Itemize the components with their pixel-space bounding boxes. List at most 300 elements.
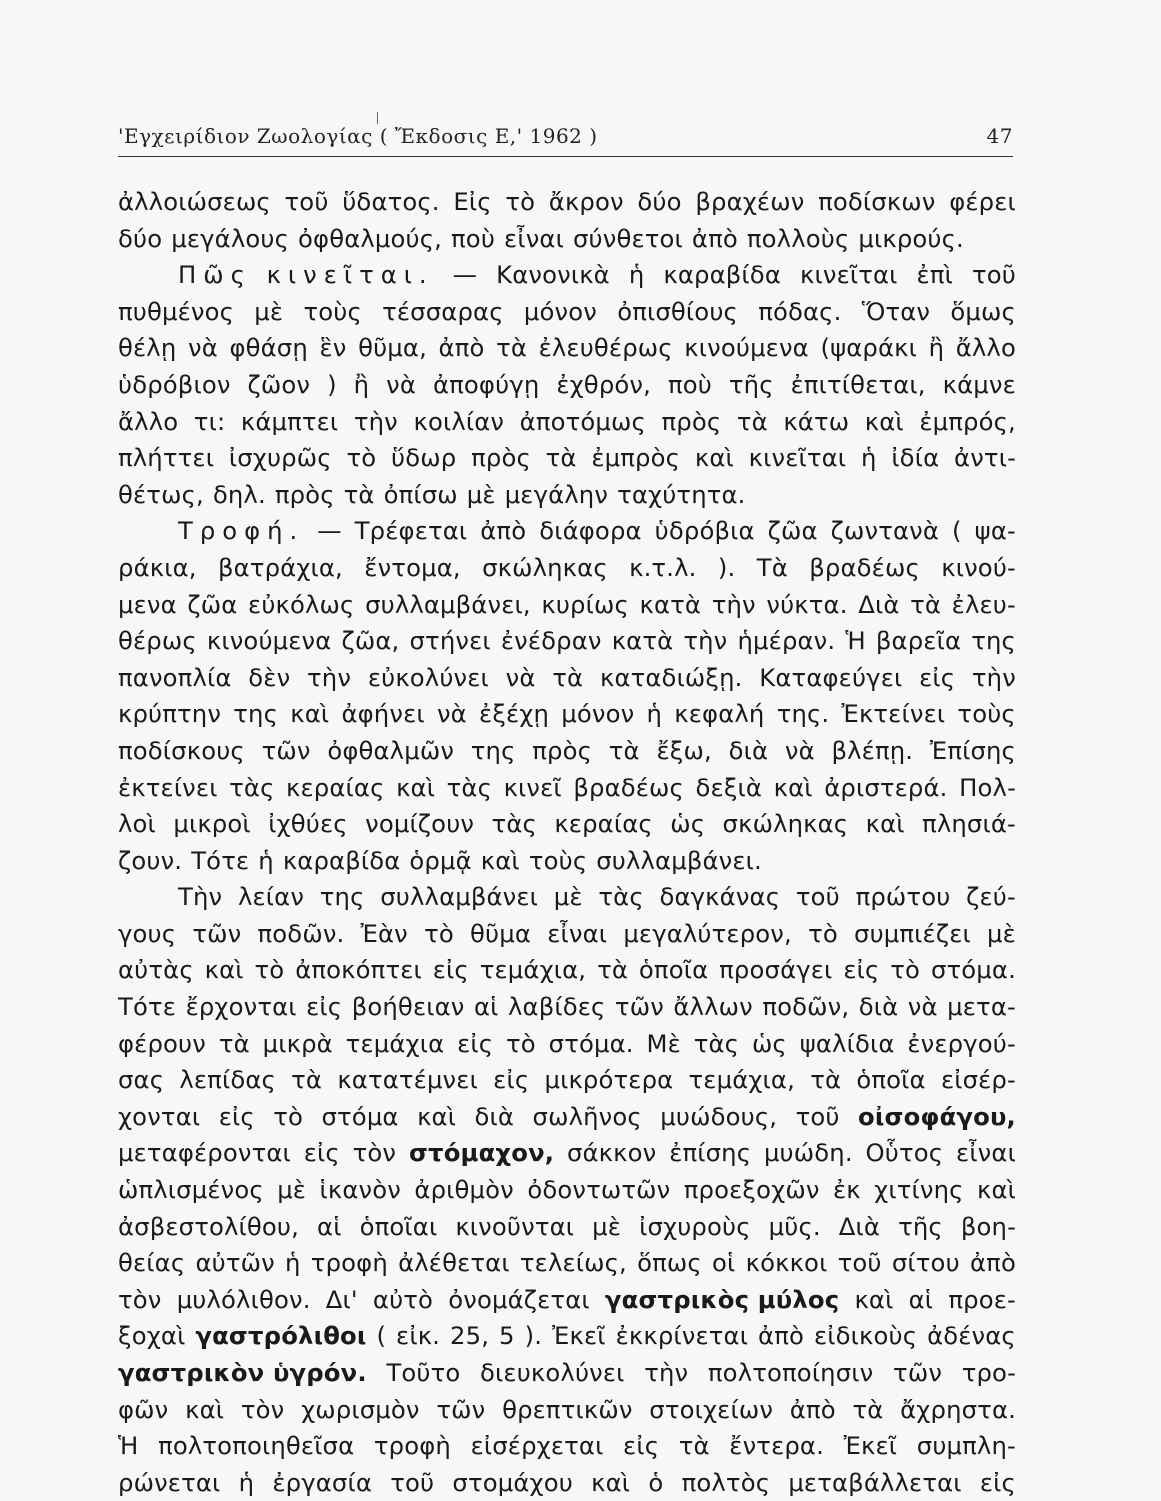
word: αὐτῶν bbox=[195, 1248, 275, 1278]
word: διάφορα bbox=[539, 516, 642, 546]
word: τοῦ bbox=[284, 187, 329, 216]
word: τὴν bbox=[307, 662, 352, 692]
word: κάτω bbox=[783, 406, 850, 436]
word: ψα- bbox=[974, 516, 1016, 546]
word: ποδῶν, bbox=[762, 992, 850, 1022]
word: βοη- bbox=[960, 1211, 1016, 1241]
word: βατράχια, bbox=[217, 552, 343, 582]
word: μὲ bbox=[553, 882, 583, 912]
word: ἐπὶ bbox=[916, 260, 953, 290]
word: σίτου bbox=[891, 1248, 960, 1278]
bold-term: γαστρικὸς μύλος bbox=[604, 1284, 840, 1314]
word: τῶν bbox=[261, 735, 311, 765]
word: κινοῦνται bbox=[455, 1211, 575, 1241]
word: εἰδικοὺς bbox=[813, 1321, 918, 1351]
word: κατὰ bbox=[639, 589, 702, 619]
word: μεταβάλλεται bbox=[788, 1467, 962, 1497]
word: τὸν bbox=[118, 1284, 162, 1314]
word: τὸν bbox=[352, 1138, 397, 1168]
word: μὲ bbox=[592, 1211, 622, 1241]
word: φῶν bbox=[118, 1394, 169, 1424]
word: τὸ bbox=[254, 955, 285, 985]
text-line bbox=[118, 989, 1016, 1026]
word: μόνον bbox=[561, 699, 635, 729]
word: ἀλλοιώσεως bbox=[118, 187, 271, 216]
word: μυώδη. bbox=[763, 1138, 853, 1168]
word: θέρως bbox=[118, 626, 197, 656]
text-line bbox=[118, 696, 1016, 733]
word: τὰς bbox=[446, 772, 492, 802]
word: εὐκόλως bbox=[248, 589, 355, 619]
word: ἀντι- bbox=[954, 443, 1016, 473]
word: τῶν bbox=[192, 918, 242, 948]
word: θέτως, bbox=[118, 479, 204, 509]
word: ζῶα bbox=[767, 516, 818, 546]
word: ἰσχυρῶς bbox=[228, 443, 332, 473]
word: καὶ bbox=[290, 699, 330, 729]
word: 5 bbox=[499, 1321, 515, 1351]
word: ). bbox=[717, 552, 736, 582]
word: τῆς bbox=[898, 1211, 943, 1241]
word: χωρισμὸν bbox=[301, 1394, 420, 1424]
section-heading: Τροφή. bbox=[178, 516, 305, 546]
word: ποδίσκους bbox=[118, 735, 245, 765]
word: στόμα bbox=[321, 1101, 399, 1131]
word: ἀφήνει bbox=[341, 699, 425, 729]
word: ἐμπρός, bbox=[919, 406, 1016, 436]
word: φέρουν bbox=[118, 1028, 206, 1058]
word: ζουν. bbox=[118, 845, 183, 875]
word: ὀφθαλμῶν bbox=[327, 735, 455, 765]
word: εἰς bbox=[493, 1065, 530, 1095]
word: καταδιώξῃ. bbox=[599, 662, 743, 692]
word: ἡ bbox=[258, 845, 274, 875]
word: πανοπλία bbox=[118, 662, 232, 692]
word: οἱ bbox=[712, 1248, 736, 1278]
word: ἀριθμὸν bbox=[414, 1175, 514, 1205]
word: μὲ bbox=[987, 918, 1016, 948]
word: Τὴν bbox=[178, 882, 223, 912]
word: ἐκκρίνεται bbox=[615, 1321, 749, 1351]
word: ὡς bbox=[670, 809, 706, 839]
word: πολτὸς bbox=[681, 1467, 771, 1497]
text-line bbox=[118, 916, 1016, 953]
word: κεφαλή bbox=[674, 699, 765, 729]
word: προε- bbox=[948, 1284, 1016, 1314]
word: ὀφθαλμούς, bbox=[298, 223, 443, 253]
word: ὑδρόβιον bbox=[118, 369, 231, 399]
word: μικρότερα bbox=[544, 1065, 674, 1095]
word: βραδέως bbox=[573, 772, 684, 802]
word: τὴν bbox=[711, 589, 756, 619]
word: εἰς bbox=[432, 955, 469, 985]
word: πρώτου bbox=[855, 882, 951, 912]
word: σωλῆνος bbox=[532, 1101, 642, 1131]
word: ποὺ bbox=[451, 223, 496, 253]
word: ) bbox=[327, 369, 337, 399]
word: κινούμενα bbox=[206, 626, 332, 656]
word: τὰ bbox=[736, 406, 768, 436]
word: ὡπλισμένος bbox=[118, 1175, 264, 1205]
word: της bbox=[470, 735, 516, 765]
word: ράκια, bbox=[118, 552, 197, 582]
word: τὰ bbox=[678, 1431, 710, 1461]
word: ἡ bbox=[646, 699, 663, 729]
word: καὶ bbox=[480, 845, 520, 875]
text-line bbox=[118, 1209, 1016, 1246]
word: φθάσῃ bbox=[229, 333, 308, 363]
word: κρύπτην bbox=[118, 699, 222, 729]
word: ζῶα bbox=[187, 589, 238, 619]
word: πρὸς bbox=[274, 479, 335, 509]
word: μὲ bbox=[254, 296, 284, 326]
word: τῶν bbox=[614, 992, 664, 1022]
word: ἐκτείνει bbox=[118, 772, 218, 802]
word: τεμάχια bbox=[345, 1028, 445, 1058]
word: Τότε bbox=[118, 992, 177, 1022]
word: ὀνομάζεται bbox=[448, 1284, 590, 1314]
word: μικρὰ bbox=[262, 1028, 333, 1058]
word: — bbox=[317, 516, 342, 546]
word: καὶ bbox=[864, 406, 904, 436]
word: ἐλευθέρως bbox=[538, 333, 673, 363]
word: ζῶον bbox=[247, 369, 311, 399]
word: ταχύτητα. bbox=[617, 479, 746, 509]
text-line bbox=[118, 1135, 1016, 1172]
word: ἔντερα. bbox=[729, 1431, 824, 1461]
word: ποδῶν. bbox=[257, 918, 345, 948]
word: λείαν bbox=[237, 882, 305, 912]
word: εἰς bbox=[919, 662, 956, 692]
word: τοῦ bbox=[795, 882, 840, 912]
word: πλήττει bbox=[118, 443, 215, 473]
word: κάμνε bbox=[942, 369, 1016, 399]
word: ἀπὸ bbox=[691, 223, 738, 253]
text-line bbox=[118, 550, 1016, 587]
word: συλλαμβάνει, bbox=[365, 589, 531, 619]
word: τοῦ bbox=[971, 260, 1016, 290]
word: εἶναι bbox=[547, 918, 608, 948]
word: αὐτὰς bbox=[118, 955, 194, 985]
word: κινεῖται bbox=[800, 260, 898, 290]
word: τὰ bbox=[910, 589, 942, 619]
word: καὶ bbox=[417, 1101, 457, 1131]
word: τελείως, bbox=[519, 1248, 627, 1278]
word: ἡ bbox=[285, 1248, 301, 1278]
word: τὰ bbox=[343, 479, 375, 509]
word: Μὲ bbox=[646, 1028, 681, 1058]
text-line bbox=[118, 257, 1016, 294]
word: Ἐκεῖ bbox=[843, 1431, 898, 1461]
word: Τὰ bbox=[756, 552, 788, 582]
text-line bbox=[118, 330, 1016, 367]
word: τοὺς bbox=[957, 699, 1016, 729]
word: ψαλίδια bbox=[799, 1028, 895, 1058]
word: τὸ bbox=[808, 918, 838, 948]
text-line bbox=[118, 294, 1016, 331]
word: τὰ bbox=[597, 955, 629, 985]
word: καὶ bbox=[591, 1467, 631, 1497]
word: διευκολύνει bbox=[480, 1358, 625, 1387]
word: μικρούς. bbox=[858, 223, 964, 253]
word: μενα bbox=[118, 589, 177, 619]
text-line bbox=[118, 770, 1016, 807]
word: γους bbox=[118, 918, 177, 948]
word: αἱ bbox=[317, 1211, 342, 1241]
word: τὸ bbox=[890, 955, 921, 985]
word: ἓν bbox=[319, 333, 347, 363]
word: ἐργασία bbox=[272, 1467, 372, 1497]
word: πολτοποίησιν bbox=[707, 1358, 874, 1387]
word: ἡ bbox=[860, 443, 877, 473]
word: πρὸς bbox=[661, 406, 722, 436]
word: συμπιέζει bbox=[854, 918, 971, 948]
word: κινεῖ bbox=[503, 772, 562, 802]
word: Διὰ bbox=[858, 589, 900, 619]
word: ὀπίσω bbox=[383, 479, 458, 509]
word: εἰς bbox=[457, 1028, 494, 1058]
word: ). bbox=[524, 1321, 543, 1351]
word: φέρει bbox=[949, 187, 1016, 216]
word: εἶναι bbox=[956, 1138, 1016, 1168]
text-line bbox=[118, 477, 1016, 514]
text-line bbox=[118, 1099, 1016, 1136]
word: ἀσβεστολίθου, bbox=[118, 1211, 300, 1241]
word: ὡς bbox=[751, 1028, 787, 1058]
word: τὰ bbox=[852, 1394, 884, 1424]
word: χιτίνης bbox=[874, 1175, 964, 1205]
word: καραβίδα bbox=[282, 845, 401, 875]
word: τὰ bbox=[291, 1065, 323, 1095]
word: ἀπὸ bbox=[480, 516, 527, 546]
word: της bbox=[971, 626, 1016, 656]
word: τὰ bbox=[218, 1028, 250, 1058]
word: βραχέων bbox=[695, 187, 805, 216]
word: ἢ bbox=[353, 369, 370, 399]
word: τὰ bbox=[496, 333, 528, 363]
word: δὲν bbox=[248, 662, 291, 692]
word: τὴν bbox=[644, 1358, 689, 1387]
word: στόμα. bbox=[930, 955, 1016, 985]
bold-term: γαστρικὸν ὑγρόν. bbox=[118, 1358, 367, 1387]
word: τὰ bbox=[552, 662, 584, 692]
word: ζεύ- bbox=[966, 882, 1016, 912]
word: ἐξέχῃ bbox=[479, 699, 550, 729]
text-line bbox=[118, 1355, 1016, 1392]
word: ἐνεργού- bbox=[907, 1028, 1016, 1058]
word: βοήθειαν bbox=[351, 992, 465, 1022]
bold-term: στόμαχον, bbox=[408, 1138, 555, 1168]
word: ἄλλο bbox=[118, 406, 179, 436]
word: ἀπὸ bbox=[970, 1248, 1016, 1278]
word: τέσσαρας bbox=[382, 296, 504, 326]
word: δεξιὰ bbox=[695, 772, 763, 802]
word: συλλαμβάνει bbox=[380, 882, 539, 912]
word: εἶναι bbox=[504, 223, 564, 253]
body-text bbox=[118, 184, 1016, 1501]
word: μυώδους, bbox=[660, 1101, 778, 1131]
word: κεραίας bbox=[554, 809, 653, 839]
word: καὶ bbox=[854, 1284, 894, 1314]
word: κόκκοι bbox=[745, 1248, 828, 1278]
word: τὸν bbox=[240, 1394, 285, 1424]
word: τεμάχια, bbox=[479, 955, 587, 985]
word: τὸ bbox=[505, 187, 536, 216]
word: ὕδατος. bbox=[342, 187, 440, 216]
word: ὁποῖαι bbox=[359, 1211, 438, 1241]
word: Εἰς bbox=[453, 187, 492, 216]
word: λαβίδες bbox=[508, 992, 606, 1022]
word: Δι' bbox=[325, 1284, 358, 1314]
word: πρὸς bbox=[532, 735, 593, 765]
word: μὲ bbox=[277, 1175, 307, 1205]
word: Ἡ bbox=[845, 626, 866, 656]
word: ἄχρηστα. bbox=[900, 1394, 1016, 1424]
word: (ψαράκι bbox=[820, 333, 917, 363]
word: κατατέμνει bbox=[337, 1065, 478, 1095]
word: Τότε bbox=[191, 845, 250, 875]
word: διὰ bbox=[858, 992, 899, 1022]
word: νὰ bbox=[907, 992, 938, 1022]
bold-term: οἰσοφάγου, bbox=[858, 1101, 1016, 1131]
word: ὅπως bbox=[637, 1248, 702, 1278]
word: στήνει bbox=[409, 626, 491, 656]
word: πολτοποιηθεῖσα bbox=[158, 1431, 355, 1461]
word: κινού- bbox=[941, 552, 1016, 582]
word: τῶν bbox=[436, 1394, 486, 1424]
word: ἡ bbox=[238, 1467, 255, 1497]
text-line bbox=[118, 440, 1016, 477]
word: ἔξω, bbox=[656, 735, 712, 765]
word: κάμπτει bbox=[240, 406, 339, 436]
word: ἀποφύγῃ bbox=[432, 369, 540, 399]
text-line bbox=[118, 1318, 1016, 1355]
word: της bbox=[233, 699, 279, 729]
word: νὰ bbox=[386, 369, 417, 399]
word: καὶ bbox=[204, 955, 244, 985]
word: αἱ bbox=[908, 1284, 934, 1314]
word: Οὗτος bbox=[865, 1138, 944, 1168]
word: ἰσχυροὺς bbox=[639, 1211, 751, 1241]
word: τροφὴ bbox=[373, 1431, 451, 1461]
header-rule bbox=[118, 156, 1013, 157]
word: εὐκολύνει bbox=[367, 662, 489, 692]
text-line bbox=[118, 1245, 1016, 1282]
word: συλλαμβάνει. bbox=[596, 845, 762, 875]
word: στοιχείων bbox=[649, 1394, 774, 1424]
word: κ.τ.λ. bbox=[629, 552, 697, 582]
word: μεγαλύτερον, bbox=[623, 918, 792, 948]
word: ἐπίσης bbox=[669, 1138, 752, 1168]
word: ἀποτόμως bbox=[519, 406, 646, 436]
word: θῦμα, bbox=[358, 333, 427, 363]
word: τὰ bbox=[608, 735, 640, 765]
word: Ἐὰν bbox=[360, 918, 408, 948]
word: ἔντομα, bbox=[364, 552, 461, 582]
word: αὐτὸ bbox=[372, 1284, 434, 1314]
running-title: 'Εγχειρίδιον Ζωολογίας ( Ἔκδοσις Ε,' 1962 ) bbox=[118, 124, 598, 148]
word: τεμάχια, bbox=[688, 1065, 795, 1095]
word: κινούμενα bbox=[684, 333, 809, 363]
word: πυθμένος bbox=[118, 296, 235, 326]
text-line bbox=[118, 513, 1016, 550]
word: βλέπῃ. bbox=[831, 735, 914, 765]
bold-term: γαστρόλιθοι bbox=[195, 1321, 367, 1351]
word: δαγκάνας bbox=[659, 882, 781, 912]
word: καὶ bbox=[976, 1175, 1016, 1205]
word: Τοῦτο bbox=[386, 1358, 461, 1387]
word: πολλοὺς bbox=[746, 223, 850, 253]
text-line bbox=[118, 660, 1016, 697]
word: Τρέφεται bbox=[354, 516, 468, 546]
word: ζωντανὰ bbox=[830, 516, 940, 546]
word: νὰ bbox=[436, 699, 467, 729]
word: σας bbox=[118, 1065, 165, 1095]
word: ὕδωρ bbox=[391, 443, 457, 473]
word: Καταφεύγει bbox=[759, 662, 903, 692]
word: ὅμως bbox=[950, 296, 1016, 326]
word: τοὺς bbox=[528, 845, 588, 875]
word: λοὶ bbox=[118, 809, 156, 839]
word: ἐκ bbox=[832, 1175, 861, 1205]
text-line bbox=[118, 733, 1016, 770]
word: Κανονικὰ bbox=[496, 260, 610, 290]
word: μὲ bbox=[466, 479, 496, 509]
word: ἔρχονται bbox=[185, 992, 297, 1022]
text-line bbox=[118, 1392, 1016, 1429]
section-heading: Πῶς κινεῖται. bbox=[178, 260, 434, 290]
word: προσάγει bbox=[719, 955, 833, 985]
text-line bbox=[118, 952, 1016, 989]
word: ἐπιτίθεται, bbox=[790, 369, 926, 399]
word: ὁ bbox=[648, 1467, 664, 1497]
word: ἄλλο bbox=[955, 333, 1016, 363]
word: λεπίδας bbox=[179, 1065, 276, 1095]
word: κατὰ bbox=[611, 626, 674, 656]
word: κυρίως bbox=[541, 589, 629, 619]
word: ἀπὸ bbox=[438, 333, 485, 363]
word: ἡ bbox=[628, 260, 645, 290]
word: συμπλη- bbox=[916, 1431, 1016, 1461]
word: νύκτα. bbox=[766, 589, 848, 619]
text-line bbox=[118, 1172, 1016, 1209]
word: πρὸς bbox=[471, 443, 531, 473]
word: τὸ bbox=[273, 1101, 304, 1131]
word: σάκκον bbox=[566, 1138, 657, 1168]
word: μικροὶ bbox=[173, 809, 251, 839]
word: ἐνέδραν bbox=[500, 626, 602, 656]
word: Ἐπίσης bbox=[929, 735, 1016, 765]
word: τὸ bbox=[346, 443, 377, 473]
word: στόμα. bbox=[548, 1028, 634, 1058]
word: σκώληκας bbox=[722, 809, 849, 839]
word: κεραίας bbox=[286, 772, 385, 802]
word: διὰ bbox=[474, 1101, 515, 1131]
word: ἐλευ- bbox=[951, 589, 1016, 619]
word: ποδίσκων bbox=[818, 187, 936, 216]
word: τὰ bbox=[810, 1065, 842, 1095]
word: ζῶα, bbox=[341, 626, 400, 656]
word: στομάχου bbox=[452, 1467, 573, 1497]
text-line bbox=[118, 221, 1016, 258]
word: πλησιά- bbox=[922, 809, 1016, 839]
word: δύο bbox=[118, 223, 163, 253]
word: 25, bbox=[450, 1321, 490, 1351]
word: εἰς bbox=[306, 992, 343, 1022]
word: προεξοχῶν bbox=[683, 1175, 820, 1205]
word: σύνθετοι bbox=[572, 223, 683, 253]
word: χονται bbox=[118, 1101, 201, 1131]
